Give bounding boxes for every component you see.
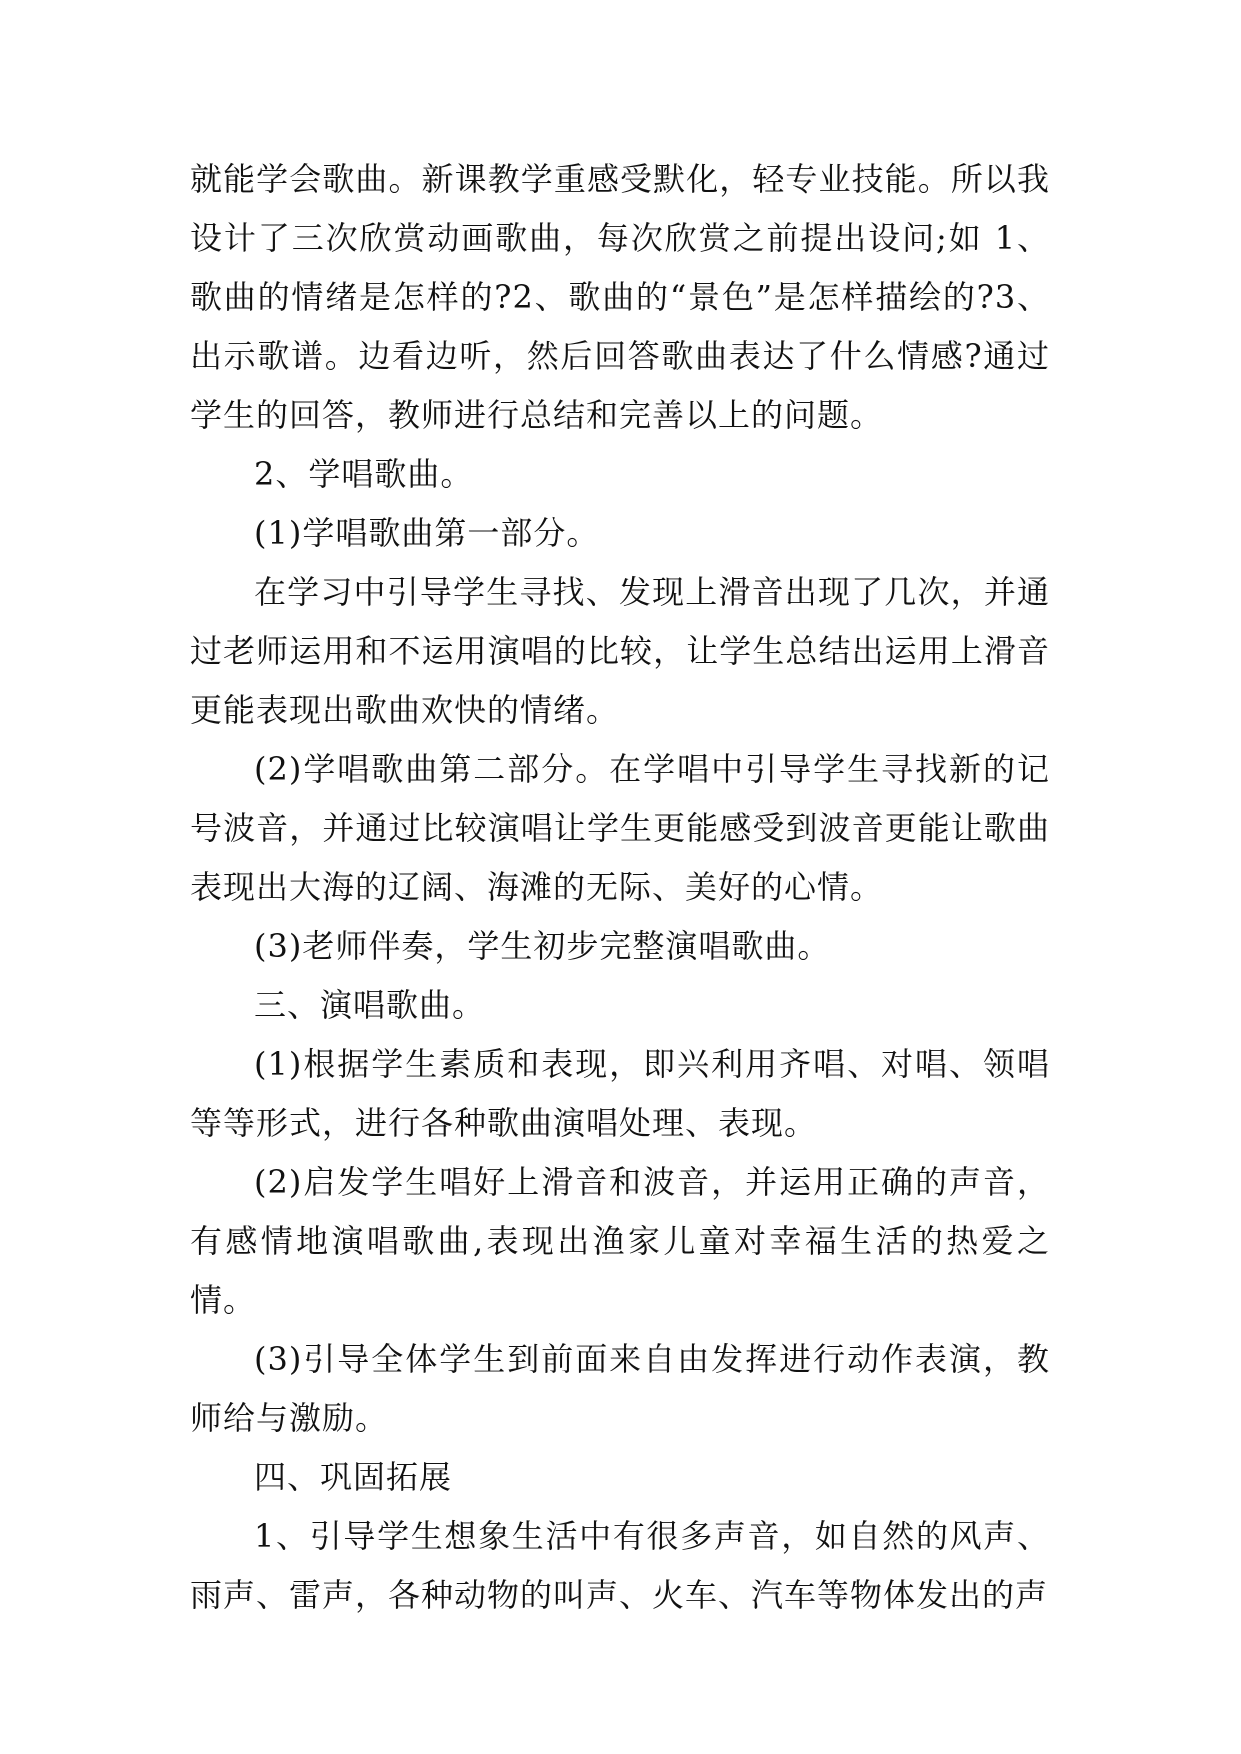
item-accompaniment: (3)老师伴奏，学生初步完整演唱歌曲。	[254, 927, 831, 965]
heading-learn-song: 2、学唱歌曲。	[254, 455, 474, 493]
paragraph-glide: 在学习中引导学生寻找、发现上滑音出现了几次，并通过老师运用和不运用演唱的比较，让学生总结出运用上滑音更能表现出歌曲欢快的情绪。	[190, 573, 1050, 729]
item-forms: (1)根据学生素质和表现，即兴利用齐唱、对唱、领唱等等形式，进行各种歌曲演唱处理、表现。	[190, 1045, 1050, 1142]
item-imagine-sounds: 1、引导学生想象生活中有很多声音，如自然的风声、雨声、雷声，各种动物的叫声、火车、汽车等物体发出的声	[190, 1517, 1050, 1614]
item-inspire: (2)启发学生唱好上滑音和波音，并运用正确的声音，有感情地演唱歌曲,表现出渔家儿童对幸福生活的热爱之情。	[190, 1163, 1050, 1319]
heading-consolidate: 四、巩固拓展	[254, 1458, 453, 1496]
heading-sing-song: 三、演唱歌曲。	[254, 986, 486, 1024]
item-part-one: (1)学唱歌曲第一部分。	[254, 514, 600, 552]
paragraph-intro: 就能学会歌曲。新课教学重感受默化，轻专业技能。所以我设计了三次欣赏动画歌曲，每次欣赏之前提出设问;如 1、歌曲的情绪是怎样的?2、歌曲的“景色”是怎样描绘的?3、出示歌谱。边看边听，然后回答歌曲表达了什么情感?通过学生的回答，教师进行总结和完善以上的问题。	[190, 160, 1050, 434]
document-page	[190, 150, 1050, 1625]
item-performance: (3)引导全体学生到前面来自由发挥进行动作表演，教师给与激励。	[190, 1340, 1050, 1437]
item-part-two: (2)学唱歌曲第二部分。在学唱中引导学生寻找新的记号波音，并通过比较演唱让学生更能感受到波音更能让歌曲表现出大海的辽阔、海滩的无际、美好的心情。	[190, 750, 1050, 906]
